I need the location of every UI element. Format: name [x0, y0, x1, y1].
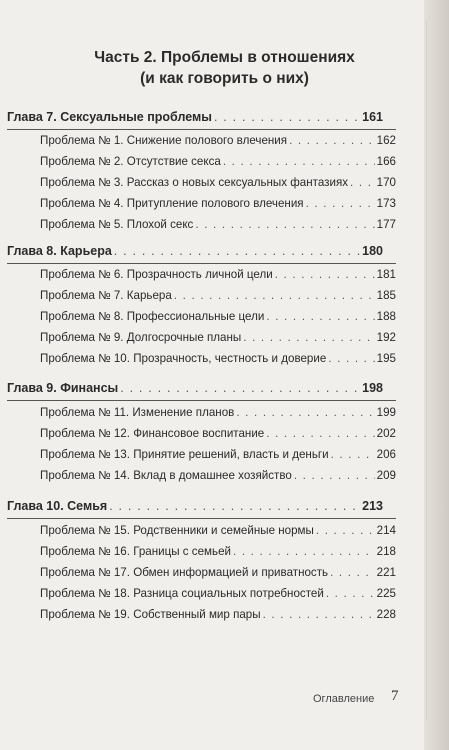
item-title: Проблема № 6. Прозрачность личной цели — [40, 268, 273, 281]
item-title: Проблема № 7. Карьера — [40, 289, 172, 302]
item-title: Проблема № 17. Обмен информацией и приватность — [40, 566, 329, 579]
dot-leader — [236, 406, 374, 419]
chapter-divider — [7, 518, 396, 519]
item-page: 162 — [376, 134, 396, 147]
chapter-page: 180 — [362, 244, 383, 258]
dot-leader — [326, 587, 375, 600]
item-page: 192 — [376, 331, 396, 344]
item-title: Проблема № 10. Прозрачность, честность и доверие — [40, 352, 327, 365]
item-title: Проблема № 1. Снижение полового влечения — [40, 134, 288, 147]
item-title: Проблема № 3. Рассказ о новых сексуальных фантазиях — [40, 176, 349, 189]
toc-item[interactable] — [40, 176, 396, 194]
dot-leader — [114, 244, 360, 258]
dot-leader — [275, 268, 375, 281]
item-page: 188 — [376, 310, 396, 323]
running-footer-label: Оглавление — [313, 693, 375, 705]
toc-chapter-9[interactable] — [7, 381, 383, 399]
chapter-page: 198 — [362, 381, 383, 395]
dot-leader — [120, 381, 360, 395]
dot-leader — [109, 499, 360, 513]
toc-item[interactable] — [40, 524, 396, 542]
item-page: 206 — [376, 448, 396, 461]
toc-chapter-7[interactable] — [7, 110, 383, 128]
item-page: 166 — [376, 155, 396, 168]
toc-item[interactable] — [40, 352, 396, 370]
toc-item[interactable] — [40, 406, 396, 424]
item-title: Проблема № 9. Долгосрочные планы — [40, 331, 242, 344]
item-page: 221 — [376, 566, 396, 579]
toc-item[interactable] — [40, 469, 396, 487]
item-title: Проблема № 14. Вклад в домашнее хозяйство — [40, 469, 292, 482]
dot-leader — [174, 289, 375, 302]
dot-leader — [223, 155, 375, 168]
chapter-divider — [7, 129, 396, 130]
chapter-divider — [7, 400, 396, 401]
item-title: Проблема № 5. Плохой секс — [40, 218, 194, 231]
item-title: Проблема № 15. Родственники и семейные нормы — [40, 524, 314, 537]
toc-item[interactable] — [40, 427, 396, 445]
dot-leader — [331, 448, 375, 461]
dot-leader — [316, 524, 375, 537]
toc-item[interactable] — [40, 218, 396, 236]
dot-leader — [263, 608, 375, 621]
dot-leader — [289, 134, 375, 147]
toc-item[interactable] — [40, 448, 396, 466]
item-page: 214 — [376, 524, 396, 537]
item-title: Проблема № 11. Изменение планов — [40, 406, 235, 419]
chapter-title: Глава 8. Карьера — [7, 244, 112, 258]
dot-leader — [294, 469, 375, 482]
toc-item[interactable] — [40, 268, 396, 286]
chapter-page: 161 — [362, 110, 383, 124]
toc-item[interactable] — [40, 331, 396, 349]
toc-item[interactable] — [40, 587, 396, 605]
item-title: Проблема № 12. Финансовое воспитание — [40, 427, 265, 440]
toc-item[interactable] — [40, 608, 396, 626]
item-page: 228 — [376, 608, 396, 621]
chapter-title: Глава 10. Семья — [7, 499, 108, 513]
item-page: 170 — [376, 176, 396, 189]
item-page: 185 — [376, 289, 396, 302]
page-number: 7 — [391, 688, 399, 704]
page-edge — [424, 0, 449, 750]
toc-item[interactable] — [40, 310, 396, 328]
toc-item[interactable] — [40, 197, 396, 215]
item-page: 218 — [376, 545, 396, 558]
dot-leader — [306, 197, 375, 210]
toc-item[interactable] — [40, 545, 396, 563]
item-page: 181 — [376, 268, 396, 281]
toc-item[interactable] — [40, 289, 396, 307]
dot-leader — [350, 176, 375, 189]
part-title-line1: Часть 2. Проблемы в отношениях — [94, 49, 355, 66]
chapter-title: Глава 7. Сексуальные проблемы — [7, 110, 212, 124]
item-title: Проблема № 2. Отсутствие секса — [40, 155, 221, 168]
item-title: Проблема № 13. Принятие решений, власть и деньги — [40, 448, 329, 461]
dot-leader — [243, 331, 374, 344]
item-page: 177 — [376, 218, 396, 231]
dot-leader — [266, 427, 374, 440]
page-edge-line — [426, 20, 427, 720]
dot-leader — [330, 566, 375, 579]
dot-leader — [233, 545, 375, 558]
toc-chapter-10[interactable] — [7, 499, 383, 517]
item-page: 195 — [376, 352, 396, 365]
chapter-title: Глава 9. Финансы — [7, 381, 119, 395]
item-page: 225 — [376, 587, 396, 600]
toc-item[interactable] — [40, 566, 396, 584]
item-page: 209 — [376, 469, 396, 482]
item-title: Проблема № 19. Собственный мир пары — [40, 608, 261, 621]
item-title: Проблема № 16. Границы с семьей — [40, 545, 231, 558]
part-title-line2: (и как говорить о них) — [140, 70, 309, 87]
dot-leader — [266, 310, 374, 323]
dot-leader — [328, 352, 374, 365]
chapter-page: 213 — [362, 499, 383, 513]
toc-item[interactable] — [40, 155, 396, 173]
item-title: Проблема № 18. Разница социальных потребностей — [40, 587, 324, 600]
item-title: Проблема № 8. Профессиональные цели — [40, 310, 265, 323]
chapter-divider — [7, 263, 396, 264]
item-page: 202 — [376, 427, 396, 440]
item-page: 173 — [376, 197, 396, 210]
toc-item[interactable] — [40, 134, 396, 152]
item-title: Проблема № 4. Притупление полового влечения — [40, 197, 304, 210]
dot-leader — [214, 110, 360, 124]
toc-chapter-8[interactable] — [7, 244, 383, 262]
item-page: 199 — [376, 406, 396, 419]
dot-leader — [195, 218, 374, 231]
